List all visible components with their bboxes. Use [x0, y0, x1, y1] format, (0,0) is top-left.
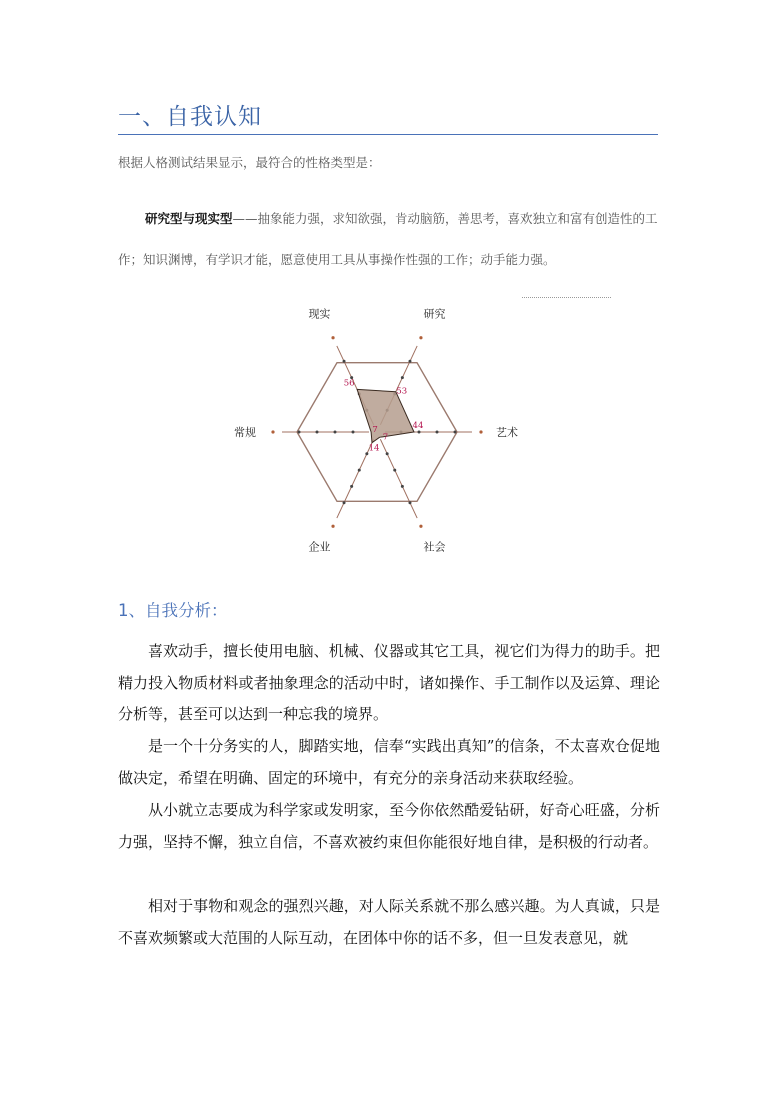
axis-label: 现实 — [308, 307, 331, 321]
axis-tick-dot — [408, 360, 411, 363]
axis-tick-dot — [352, 431, 355, 434]
value-label: 7 — [382, 432, 389, 443]
axis-end-dot — [271, 430, 274, 433]
personality-type-name: 研究型与现实型 — [145, 211, 233, 226]
axis-tick-dot — [316, 431, 319, 434]
paragraph-2: 是一个十分务实的人，脚踏实地，信奉“实践出真知”的信条，不太喜欢仓促地做决定，希望在明确、固定的环境中，有充分的亲身活动来获取经验。 — [118, 737, 660, 787]
axis-end-dot — [419, 525, 422, 528]
axis-end-dot — [479, 430, 482, 433]
paragraph-4: 相对于事物和观念的强烈兴趣，对人际关系就不那么感兴趣。为人真诚，只是不喜欢频繁或大范围的人际互动，在团体中你的话不多，但一旦发表意见，就 — [118, 897, 660, 947]
value-label: 7 — [372, 425, 378, 435]
axis-end-dot — [331, 336, 334, 339]
axis-tick-dot — [401, 376, 404, 379]
axis-tick-dot — [393, 469, 396, 472]
axis-label: 常规 — [234, 426, 256, 439]
axis-end-dot — [419, 336, 422, 339]
axis-tick-dot — [358, 469, 361, 472]
intro-text: 根据人格测试结果显示，最符合的性格类型是： — [118, 155, 381, 170]
axis-tick-dot — [408, 501, 411, 504]
value-label: 56 — [343, 378, 355, 389]
subsection-title: 1、自我分析： — [118, 601, 228, 620]
axis-line-3 — [380, 439, 417, 518]
personality-type-details: ——抽象能力强，求知欲强，肯动脑筋，善思考，喜欢独立和富有创造性的工作；知识渊博，有学识才能，愿意使用工具从事操作性强的工作；动手能力强。 — [118, 211, 658, 267]
axis-label: 研究 — [423, 307, 446, 321]
axis-tick-dot — [350, 485, 353, 488]
title-underline — [118, 134, 658, 135]
axis-tick-dot — [401, 485, 404, 488]
axis-label: 社会 — [423, 540, 446, 554]
axis-end-dot — [331, 525, 334, 528]
axis-tick-dot — [454, 431, 457, 434]
axis-tick-dot — [343, 360, 346, 363]
paragraph-1: 喜欢动手，擅长使用电脑、机械、仪器或其它工具，视它们为得力的助手。把精力投入物质材料或者抽象理念的活动中时，诸如操作、手工制作以及运算、理论分析等，甚至可以达到一种忘我的境界。 — [118, 642, 660, 723]
axis-tick-dot — [386, 452, 389, 455]
dotted-separator — [522, 297, 611, 298]
personality-type-description — [118, 198, 663, 280]
value-label: 14 — [368, 443, 380, 454]
axis-tick-dot — [334, 431, 337, 434]
holland-radar-chart — [234, 307, 520, 554]
paragraph-3: 从小就立志要成为科学家或发明家，至今你依然酷爱钻研，好奇心旺盛，分析力强，坚持不懈，独立自信，不喜欢被约束但你能很好地自律，是积极的行动者。 — [118, 801, 660, 851]
axis-label: 企业 — [308, 540, 331, 554]
axis-tick-dot — [343, 501, 346, 504]
section-title: 一、自我认知 — [118, 104, 262, 130]
axis-label: 艺术 — [496, 426, 518, 439]
axis-tick-dot — [298, 431, 301, 434]
value-label: 53 — [396, 386, 408, 397]
axis-tick-dot — [436, 431, 439, 434]
value-label: 44 — [412, 421, 424, 431]
